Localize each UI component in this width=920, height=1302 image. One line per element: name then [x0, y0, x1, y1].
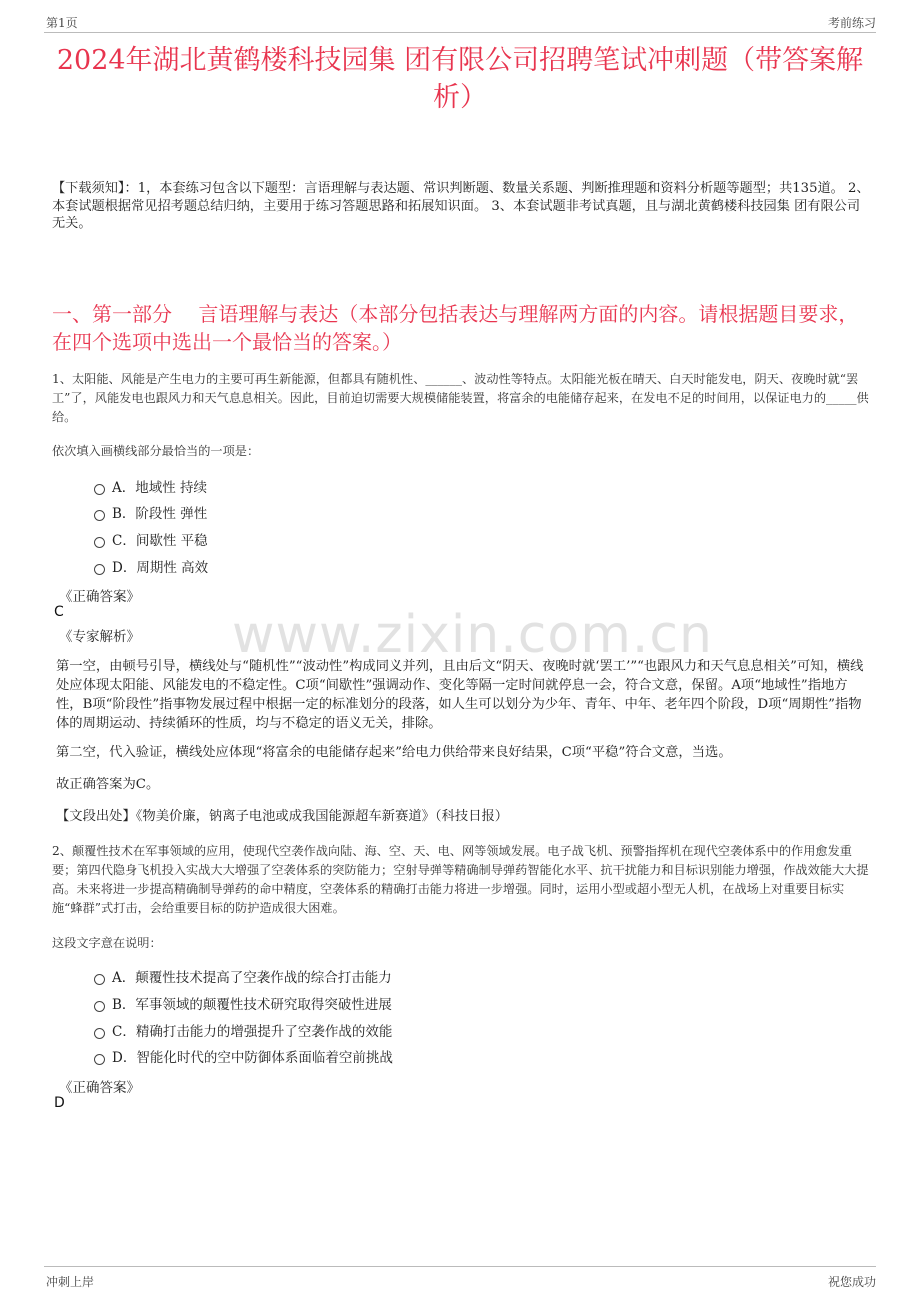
header-tag: 考前练习: [827, 16, 876, 30]
q1-answer-label: 《正确答案》: [59, 589, 140, 605]
option-label: B．军事领域的颠覆性技术研究取得突破性进展: [112, 997, 392, 1013]
radio-icon[interactable]: [94, 1028, 105, 1039]
radio-icon[interactable]: [94, 974, 105, 985]
q1-analysis-label: 《专家解析》: [59, 629, 140, 645]
question-2-prompt: 这段文字意在说明：: [52, 936, 162, 950]
q2-option-a[interactable]: [94, 966, 392, 986]
radio-icon[interactable]: [94, 537, 105, 548]
q2-answer-label: 《正确答案》: [59, 1080, 140, 1096]
footer-left: 冲刺上岸: [46, 1275, 95, 1289]
section-title: 一、第一部分 言语理解与表达（本部分包括表达与理解两方面的内容。请根据题目要求，在四个选项中选出一个最恰当的答案。）: [52, 302, 859, 354]
q1-option-b[interactable]: [94, 502, 207, 522]
q1-source: 【文段出处】《物美价廉，钠离子电池或成我国能源超车新赛道》（科技日报）: [56, 809, 509, 824]
q1-analysis-paragraph-1: 第一空，由顿号引导，横线处与“随机性”“波动性”构成同义并列，且由后文“阴天、夜晚时就‘罢工’”“也跟风力和天气息息相关”可知，横线处应体现太阳能、风能发电的不稳定性。C项“间歇性”强调动作、变化等隔一定时间就停息一会，符合文意，保留。A项“地域性”指地方性，B项“阶段性”指事物发展过程中根据一定的标准划分的段落，如人生可以划分为少年、青年、中年、老年四个阶段，D项“周期性”指物体的周期运动、持续循环的性质，均与不稳定的语义无关，排除。: [56, 659, 864, 731]
footer-right: 祝您成功: [827, 1275, 876, 1289]
q1-analysis-conclusion: 故正确答案为C。: [56, 777, 160, 792]
q1-option-d[interactable]: [94, 556, 208, 576]
page-title: 2024年湖北黄鹤楼科技园集 团有限公司招聘笔试冲刺题（带答案解析）: [56, 45, 864, 113]
option-label: C．精确打击能力的增强提升了空袭作战的效能: [112, 1024, 393, 1040]
option-label: D．智能化时代的空中防御体系面临着空前挑战: [112, 1050, 393, 1066]
question-2-text: 2、颠覆性技术在军事领域的应用，使现代空袭作战向陆、海、空、天、电、网等领域发展。电子战飞机、预警指挥机在现代空袭体系中的作用愈发重要；第四代隐身飞机投入实战大大增强了空袭体系的突防能力；空射导弹等精确制导弹药智能化水平、抗干扰能力和目标识别能力增强，作战效能大大提高。未来将进一步提高精确制导弹药的命中精度，空袭体系的精确打击能力将进一步增强。同时，运用小型或超小型无人机，在战场上对重要目标实施“蜂群”式打击，会给重要目标的防护造成很大困难。: [52, 844, 869, 915]
q1-analysis-paragraph-2: 第二空，代入验证，横线处应体现“将富余的电能储存起来”给电力供给带来良好结果，C项“平稳”符合文意，当选。: [56, 745, 732, 760]
q2-answer: D: [54, 1095, 65, 1111]
radio-icon[interactable]: [94, 484, 105, 495]
q1-option-c[interactable]: [94, 529, 208, 549]
q2-option-d[interactable]: [94, 1046, 393, 1066]
q1-answer: C: [54, 604, 64, 620]
option-label: A．颠覆性技术提高了空袭作战的综合打击能力: [112, 970, 392, 986]
question-1-text: 1、太阳能、风能是产生电力的主要可再生新能源，但都具有随机性、______、波动性等特点。太阳能光板在晴天、白天时能发电，阴天、夜晚时就“罢工”了，风能发电也跟风力和天气息息相关。因此，目前迫切需要大规模储能装置，将富余的电能储存起来，在发电不足的时间用，以保证电力的_____供给。: [52, 372, 869, 424]
download-notice: 【下载须知】：1，本套练习包含以下题型：言语理解与表达题、常识判断题、数量关系题、判断推理题和资料分析题等题型；共135道。 2、本套试题根据常见招考题总结归纳，主要用于练习答题思路和拓展知识面。 3、本套试题非考试真题，且与湖北黄鹤楼科技园集 团有限公司无关。: [52, 181, 870, 232]
q2-option-c[interactable]: [94, 1020, 392, 1040]
radio-icon[interactable]: [94, 1054, 105, 1065]
header-divider: [44, 32, 876, 33]
radio-icon[interactable]: [94, 510, 105, 521]
footer-divider: [44, 1266, 876, 1267]
watermark: www.zixin.com.cn: [232, 605, 713, 665]
q2-option-b[interactable]: [94, 993, 392, 1013]
option-label: D．周期性 高效: [112, 560, 209, 576]
option-label: C．间歇性 平稳: [112, 533, 208, 549]
radio-icon[interactable]: [94, 1001, 105, 1012]
option-label: A．地域性 持续: [112, 480, 208, 496]
option-label: B．阶段性 弹性: [112, 506, 208, 522]
radio-icon[interactable]: [94, 564, 105, 575]
question-1-prompt: 依次填入画横线部分最恰当的一项是：: [52, 444, 260, 458]
page-number: 第1页: [46, 16, 78, 30]
q1-option-a[interactable]: [94, 476, 207, 496]
